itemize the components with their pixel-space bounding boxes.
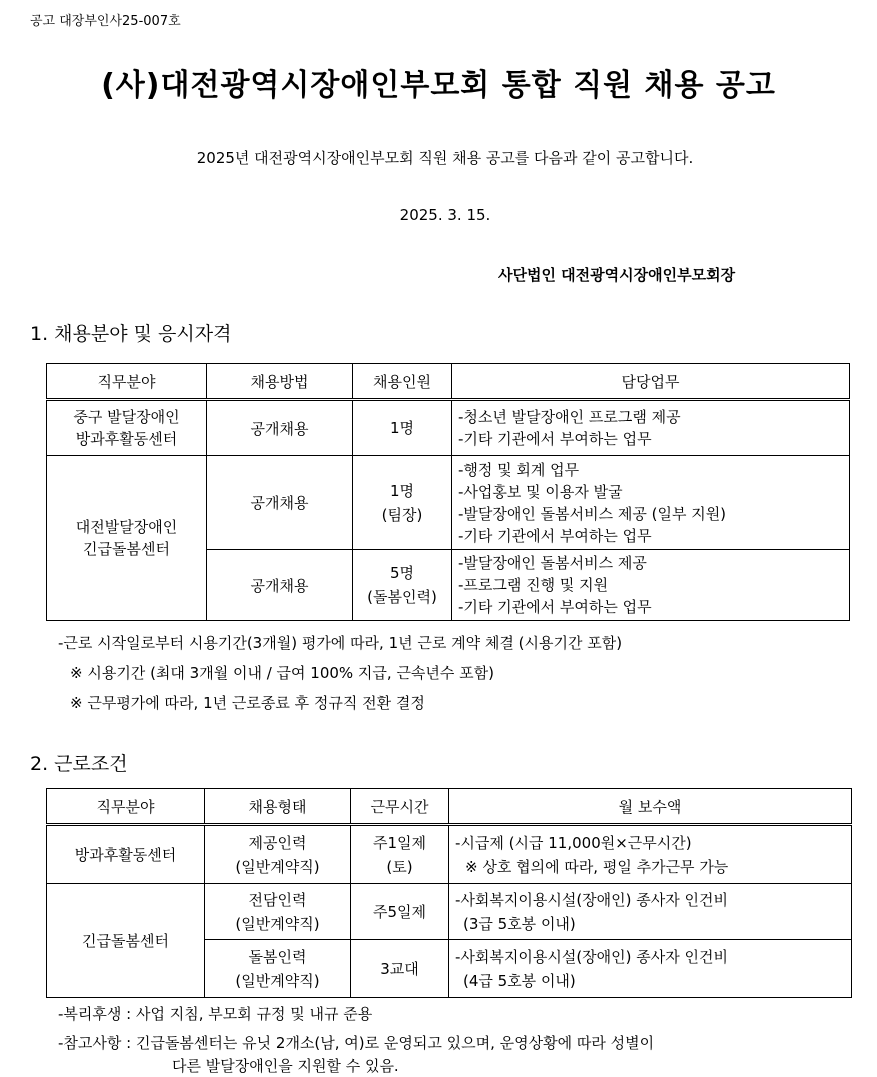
pay-cell <box>449 825 852 884</box>
footer-line: 다른 발달장애인을 지원할 수 있음. <box>172 1057 399 1075</box>
pay-cell <box>449 940 852 998</box>
count-cell <box>353 550 452 621</box>
footer-line: -복리후생 : 사업 지침, 부모회 규정 및 내규 준용 <box>58 1005 373 1023</box>
working-conditions-table <box>46 788 852 998</box>
table-row <box>47 825 852 884</box>
field-cell: 방과후활동센터 <box>47 825 205 884</box>
duty-line: -행정 및 회계 업무 <box>458 460 580 479</box>
field-cell <box>47 456 207 621</box>
table-row <box>47 400 850 456</box>
field-cell: 긴급돌봄센터 <box>47 884 205 998</box>
intro-text: 2025년 대전광역시장애인부모회 직원 채용 공고를 다음과 같이 공고합니다. <box>196 149 694 167</box>
note-line: ※ 시용기간 (최대 3개월 이내 / 급여 100% 지급, 근속년수 포함) <box>70 664 495 682</box>
hours-cell <box>351 825 449 884</box>
type-cell <box>205 825 351 884</box>
page-title: (사)대전광역시장애인부모회 통합 직원 채용 공고 <box>101 68 776 103</box>
count-line: (팀장) <box>381 505 423 524</box>
footer-line: -참고사항 : 긴급돌봄센터는 유닛 2개소(남, 여)로 운영되고 있으며, 운영상황에 따라 성별이 <box>58 1034 655 1052</box>
duty-line: -발달장애인 돌봄서비스 제공 (일부 지원) <box>458 504 727 523</box>
count-line: 1명 <box>389 419 415 437</box>
count-cell <box>353 400 452 456</box>
field-line: 중구 발달장애인 <box>73 408 180 426</box>
count-line: 1명 <box>389 481 415 500</box>
field-cell <box>47 400 207 456</box>
header-cell: 직무분야 <box>47 789 205 825</box>
duties-cell <box>452 456 850 550</box>
header-cell: 채용방법 <box>207 364 353 400</box>
pay-line: ※ 상호 협의에 따라, 평일 추가근무 가능 <box>465 857 729 876</box>
hours-cell <box>351 940 449 998</box>
table-row <box>47 884 852 940</box>
pay-line: -사회복지이용시설(장애인) 종사자 인건비 <box>455 947 728 966</box>
header-cell: 담당업무 <box>452 364 850 400</box>
duty-line: -기타 기관에서 부여하는 업무 <box>458 430 652 448</box>
count-line: (돌봄인력) <box>367 588 437 606</box>
type-cell <box>205 940 351 998</box>
header-cell: 채용형태 <box>205 789 351 825</box>
table-header-row <box>47 364 850 400</box>
duty-line: -청소년 발달장애인 프로그램 제공 <box>458 408 681 426</box>
type-line: (일반계약직) <box>235 971 320 990</box>
header-cell: 채용인원 <box>353 364 452 400</box>
type-line: (일반계약직) <box>235 914 320 933</box>
field-line: 대전발달장애인 <box>75 518 178 536</box>
pay-line: -시급제 (시급 11,000원×근무시간) <box>455 833 692 852</box>
note-line: -근로 시작일로부터 시용기간(3개월) 평가에 따라, 1년 근로 계약 체결 (시용기간 포함) <box>58 634 623 652</box>
pay-cell <box>449 884 852 940</box>
table-header-row <box>47 789 852 825</box>
hours-line: 3교대 <box>380 959 419 978</box>
method-cell: 공개채용 <box>207 400 353 456</box>
type-line: 돌봄인력 <box>248 947 307 966</box>
pay-line: (3급 5호봉 이내) <box>463 914 576 933</box>
duty-line: -기타 기관에서 부여하는 업무 <box>458 526 652 545</box>
duties-cell <box>452 400 850 456</box>
method-cell: 공개채용 <box>207 456 353 550</box>
duty-line: -기타 기관에서 부여하는 업무 <box>458 598 652 616</box>
type-cell <box>205 884 351 940</box>
document-number: 공고 대장부인사25-007호 <box>30 14 181 29</box>
hours-cell <box>351 884 449 940</box>
field-line: 방과후활동센터 <box>75 430 178 448</box>
hours-line: 주1일제 <box>372 833 426 852</box>
hours-line: 주5일제 <box>372 902 426 921</box>
header-cell: 근무시간 <box>351 789 449 825</box>
section-1-title: 1. 채용분야 및 응시자격 <box>30 323 232 345</box>
note-line: ※ 근무평가에 따라, 1년 근로종료 후 정규직 전환 결정 <box>70 694 425 712</box>
issuer-name: 사단법인 대전광역시장애인부모회장 <box>498 266 736 284</box>
section-2-title: 2. 근로조건 <box>30 753 128 775</box>
method-cell: 공개채용 <box>207 550 353 621</box>
type-line: 전담인력 <box>248 890 307 909</box>
pay-line: -사회복지이용시설(장애인) 종사자 인건비 <box>455 890 728 909</box>
announcement-date: 2025. 3. 15. <box>399 206 491 224</box>
duty-line: -프로그램 진행 및 지원 <box>458 576 609 594</box>
duty-line: -사업홍보 및 이용자 발굴 <box>458 482 623 501</box>
duties-cell <box>452 550 850 621</box>
table-row <box>47 456 850 550</box>
field-line: 긴급돌봄센터 <box>83 540 170 558</box>
pay-line: (4급 5호봉 이내) <box>463 971 576 990</box>
type-line: 제공인력 <box>248 833 307 852</box>
header-cell: 직무분야 <box>47 364 207 400</box>
duty-line: -발달장애인 돌봄서비스 제공 <box>458 554 647 572</box>
header-cell: 월 보수액 <box>449 789 852 825</box>
type-line: (일반계약직) <box>235 857 320 876</box>
hours-line: (토) <box>386 857 413 876</box>
recruitment-table <box>46 363 850 621</box>
count-line: 5명 <box>389 564 415 582</box>
count-cell <box>353 456 452 550</box>
